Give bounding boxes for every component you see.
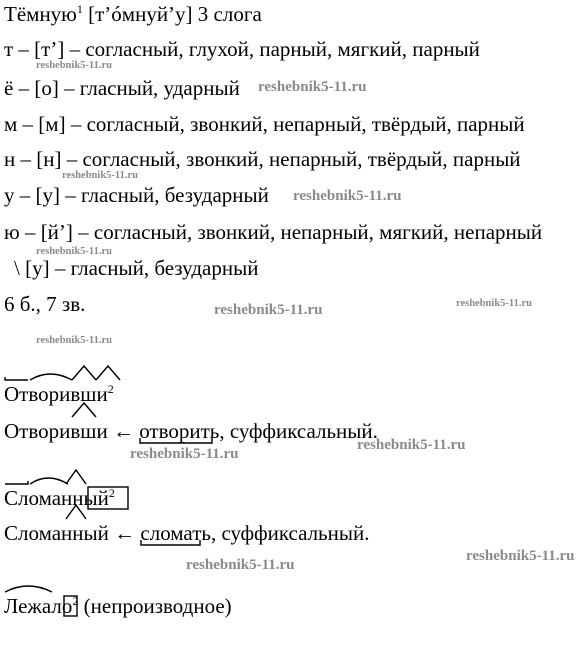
watermark: reshebnik5-11.ru [62,170,138,181]
morpheme-parse-lezhalo [4,594,232,618]
phonetic-line: у – [у] – гласный, безударный [4,183,269,207]
phonetic-line: т – [т’] – согласный, глухой, парный, мягкий, парный [4,37,480,61]
phonetic-line: н – [н] – согласный, звонкий, непарный, твёрдый, парный [4,147,521,171]
morpheme-parse-otvorivshi [4,382,114,406]
watermark: reshebnik5-11.ru [186,557,295,573]
derivation-arrow: ← [114,521,136,545]
watermark: reshebnik5-11.ru [293,188,402,204]
parsed-word-sup: 2 [72,594,79,608]
phonetic-line: м – [м] – согласный, звонкий, непарный, твёрдый, парный [4,112,525,136]
summary-line: 6 б., 7 зв. [4,292,86,316]
base-word: отворить [139,419,220,443]
parsed-word-sup: 2 [107,382,114,396]
derivation-type: , суффиксальный. [210,521,370,545]
phonetic-line: \ [у] – гласный, безударный [14,256,259,280]
watermark: reshebnik5-11.ru [357,437,466,453]
title-line [4,2,262,26]
word-note: (непроизводное) [83,594,232,618]
parsed-word: Лежало [4,594,72,618]
parsed-word: Отворивши [4,382,108,406]
watermark: reshebnik5-11.ru [36,246,112,257]
title-transcription: [т’óмнуй’у] [88,2,193,26]
parsed-word-sup: 2 [108,486,115,500]
morpheme-parse-slomannyy [4,486,115,510]
derivation-line-otvorivshi [4,419,378,443]
parsed-word: Сломанный [4,486,109,510]
title-sup: 1 [76,2,83,16]
title-word: Тёмную [4,2,77,26]
derivation-line-slomannyy [4,521,369,545]
derived-word: Отворивши [4,419,108,443]
derived-word: Сломанный [4,521,109,545]
title-syllables: 3 слога [197,2,262,26]
phonetic-line: ё – [о] – гласный, ударный [4,76,240,100]
watermark: reshebnik5-11.ru [258,79,367,95]
watermark: reshebnik5-11.ru [36,60,112,71]
watermark: reshebnik5-11.ru [36,335,112,346]
watermark: reshebnik5-11.ru [456,298,532,309]
base-word: сломать [140,521,211,545]
watermark: reshebnik5-11.ru [130,446,239,462]
watermark: reshebnik5-11.ru [466,548,575,564]
derivation-arrow: ← [112,419,134,443]
phonetic-line: ю – [й’] – согласный, звонкий, непарный, мягкий, непарный [4,220,543,244]
derivation-type: , суффиксальный. [219,419,378,443]
watermark: reshebnik5-11.ru [214,302,323,318]
